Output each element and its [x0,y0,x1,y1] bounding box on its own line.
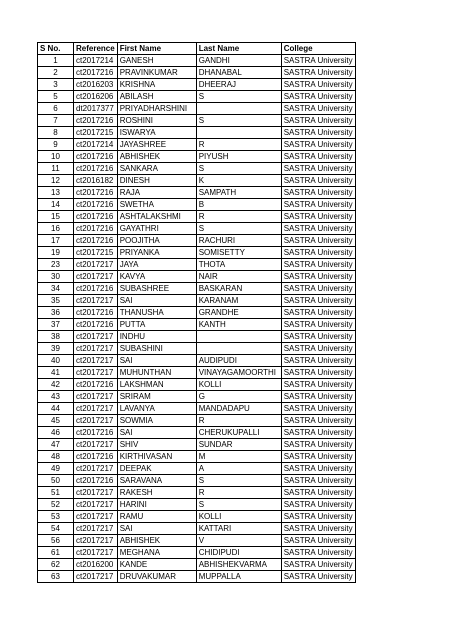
cell-last-name: SOMISETTY [196,247,281,259]
cell-last-name: R [196,139,281,151]
cell-first-name: HARINI [117,499,196,511]
cell-last-name: S [196,163,281,175]
cell-last-name: NAIR [196,271,281,283]
cell-first-name: JAYASHREE [117,139,196,151]
cell-college: SASTRA University [281,379,355,391]
cell-reference: ct2017216 [74,163,118,175]
cell-college: SASTRA University [281,151,355,163]
cell-college: SASTRA University [281,115,355,127]
table-row [38,295,356,307]
cell-reference: ct2016206 [74,91,118,103]
cell-college: SASTRA University [281,67,355,79]
cell-sno: 12 [38,175,74,187]
cell-reference: ct2017217 [74,403,118,415]
cell-college: SASTRA University [281,175,355,187]
cell-first-name: DEEPAK [117,463,196,475]
cell-last-name: SAMPATH [196,187,281,199]
table-row [38,319,356,331]
cell-sno: 7 [38,115,74,127]
table-row [38,427,356,439]
cell-reference: ct2017217 [74,271,118,283]
cell-first-name: SUBASHINI [117,343,196,355]
cell-last-name: R [196,487,281,499]
cell-college: SASTRA University [281,559,355,571]
cell-first-name: KANDE [117,559,196,571]
cell-reference: ct2017216 [74,223,118,235]
cell-first-name: SAI [117,295,196,307]
cell-sno: 8 [38,127,74,139]
cell-last-name: KOLLI [196,511,281,523]
cell-college: SASTRA University [281,79,355,91]
cell-sno: 16 [38,223,74,235]
table-row [38,139,356,151]
cell-last-name: KOLLI [196,379,281,391]
cell-college: SASTRA University [281,163,355,175]
cell-sno: 56 [38,535,74,547]
cell-reference: ct2017216 [74,283,118,295]
cell-reference: ct2017217 [74,355,118,367]
cell-reference: ct2017217 [74,511,118,523]
cell-last-name: SUNDAR [196,439,281,451]
cell-sno: 50 [38,475,74,487]
cell-reference: ct2017214 [74,55,118,67]
cell-first-name: GANESH [117,55,196,67]
cell-first-name: ABHISHEK [117,151,196,163]
cell-college: SASTRA University [281,523,355,535]
cell-sno: 10 [38,151,74,163]
cell-sno: 23 [38,259,74,271]
cell-first-name: KAVYA [117,271,196,283]
table-row [38,379,356,391]
table-row [38,271,356,283]
cell-last-name: S [196,223,281,235]
cell-college: SASTRA University [281,571,355,583]
cell-college: SASTRA University [281,223,355,235]
cell-college: SASTRA University [281,451,355,463]
cell-sno: 15 [38,211,74,223]
cell-last-name: G [196,391,281,403]
cell-sno: 34 [38,283,74,295]
cell-reference: ct2017217 [74,331,118,343]
cell-sno: 49 [38,463,74,475]
cell-sno: 3 [38,79,74,91]
cell-sno: 52 [38,499,74,511]
cell-last-name: DHANABAL [196,67,281,79]
cell-last-name: S [196,115,281,127]
cell-last-name: B [196,199,281,211]
cell-sno: 61 [38,547,74,559]
table-row [38,367,356,379]
cell-sno: 63 [38,571,74,583]
cell-last-name: DHEERAJ [196,79,281,91]
table-row [38,547,356,559]
cell-sno: 46 [38,427,74,439]
cell-first-name: ISWARYA [117,127,196,139]
cell-last-name [196,103,281,115]
cell-college: SASTRA University [281,367,355,379]
table-row [38,235,356,247]
table-row [38,355,356,367]
cell-first-name: THANUSHA [117,307,196,319]
cell-college: SASTRA University [281,211,355,223]
cell-college: SASTRA University [281,343,355,355]
cell-first-name: KRISHNA [117,79,196,91]
cell-last-name: K [196,175,281,187]
cell-first-name: MUHUNTHAN [117,367,196,379]
cell-last-name [196,127,281,139]
cell-first-name: ABHISHEK [117,535,196,547]
table-row [38,199,356,211]
cell-college: SASTRA University [281,535,355,547]
cell-sno: 11 [38,163,74,175]
cell-last-name: AUDIPUDI [196,355,281,367]
cell-sno: 39 [38,343,74,355]
table-row [38,391,356,403]
table-row [38,247,356,259]
cell-last-name: RACHURI [196,235,281,247]
cell-reference: ct2017217 [74,523,118,535]
cell-reference: ct2017216 [74,187,118,199]
cell-first-name: INDHU [117,331,196,343]
cell-last-name: MANDADAPU [196,403,281,415]
header-sno: S No. [38,43,74,55]
cell-college: SASTRA University [281,187,355,199]
cell-college: SASTRA University [281,391,355,403]
table-row [38,259,356,271]
cell-last-name: VINAYAGAMOORTHI [196,367,281,379]
cell-reference: ct2017216 [74,427,118,439]
header-row [38,43,356,55]
cell-first-name: SAI [117,427,196,439]
cell-sno: 5 [38,91,74,103]
table-row [38,115,356,127]
cell-reference: ct2017217 [74,439,118,451]
cell-reference: ct2017217 [74,391,118,403]
cell-sno: 47 [38,439,74,451]
cell-reference: dt2017377 [74,103,118,115]
cell-last-name: S [196,91,281,103]
cell-college: SASTRA University [281,331,355,343]
table-row [38,571,356,583]
cell-last-name: A [196,463,281,475]
table-row [38,415,356,427]
cell-last-name: CHIDIPUDI [196,547,281,559]
students-table [37,42,356,583]
cell-last-name [196,343,281,355]
cell-last-name: M [196,451,281,463]
cell-college: SASTRA University [281,487,355,499]
table-row [38,67,356,79]
cell-reference: ct2017217 [74,463,118,475]
cell-sno: 53 [38,511,74,523]
cell-last-name [196,331,281,343]
cell-reference: ct2017217 [74,535,118,547]
cell-last-name: KARANAM [196,295,281,307]
table-row [38,499,356,511]
cell-last-name: MUPPALLA [196,571,281,583]
cell-college: SASTRA University [281,271,355,283]
cell-reference: ct2017214 [74,139,118,151]
cell-reference: ct2017217 [74,295,118,307]
cell-college: SASTRA University [281,247,355,259]
table-row [38,127,356,139]
cell-college: SASTRA University [281,355,355,367]
cell-first-name: LAVANYA [117,403,196,415]
cell-sno: 19 [38,247,74,259]
cell-sno: 14 [38,199,74,211]
table-row [38,103,356,115]
cell-college: SASTRA University [281,511,355,523]
cell-first-name: ASHTALAKSHMI [117,211,196,223]
cell-first-name: SAI [117,355,196,367]
table-row [38,535,356,547]
cell-last-name: R [196,415,281,427]
cell-first-name: ABILASH [117,91,196,103]
table-row [38,163,356,175]
header-first-name: First Name [117,43,196,55]
header-college: College [281,43,355,55]
table-row [38,559,356,571]
cell-college: SASTRA University [281,199,355,211]
cell-college: SASTRA University [281,127,355,139]
table-row [38,55,356,67]
table-row [38,283,356,295]
table-row [38,475,356,487]
cell-first-name: DRUVAKUMAR [117,571,196,583]
cell-first-name: SRIRAM [117,391,196,403]
cell-first-name: PRIYADHARSHINI [117,103,196,115]
cell-last-name: KANTH [196,319,281,331]
cell-first-name: SUBASHREE [117,283,196,295]
cell-first-name: POOJITHA [117,235,196,247]
cell-first-name: SARAVANA [117,475,196,487]
cell-last-name: GANDHI [196,55,281,67]
cell-last-name: KATTARI [196,523,281,535]
cell-college: SASTRA University [281,55,355,67]
cell-sno: 54 [38,523,74,535]
cell-reference: ct2016182 [74,175,118,187]
cell-college: SASTRA University [281,547,355,559]
cell-college: SASTRA University [281,295,355,307]
cell-first-name: SANKARA [117,163,196,175]
cell-sno: 13 [38,187,74,199]
cell-sno: 51 [38,487,74,499]
cell-sno: 38 [38,331,74,343]
cell-last-name: ABHISHEKVARMA [196,559,281,571]
table-row [38,175,356,187]
cell-college: SASTRA University [281,91,355,103]
cell-last-name: PIYUSH [196,151,281,163]
cell-reference: ct2017216 [74,475,118,487]
cell-sno: 41 [38,367,74,379]
cell-reference: ct2017216 [74,115,118,127]
cell-reference: ct2017216 [74,451,118,463]
cell-reference: ct2017216 [74,307,118,319]
cell-college: SASTRA University [281,283,355,295]
header-reference: Reference [74,43,118,55]
cell-reference: ct2017216 [74,379,118,391]
cell-sno: 36 [38,307,74,319]
header-last-name: Last Name [196,43,281,55]
cell-reference: ct2017217 [74,487,118,499]
cell-first-name: KIRTHIVASAN [117,451,196,463]
cell-sno: 1 [38,55,74,67]
cell-reference: ct2017217 [74,499,118,511]
table-row [38,403,356,415]
cell-first-name: SOWMIA [117,415,196,427]
cell-sno: 44 [38,403,74,415]
cell-reference: ct2017216 [74,211,118,223]
cell-last-name: GRANDHE [196,307,281,319]
table-row [38,511,356,523]
cell-reference: ct2017217 [74,571,118,583]
table-row [38,463,356,475]
cell-first-name: JAYA [117,259,196,271]
cell-sno: 2 [38,67,74,79]
cell-college: SASTRA University [281,463,355,475]
cell-sno: 62 [38,559,74,571]
cell-college: SASTRA University [281,499,355,511]
cell-sno: 42 [38,379,74,391]
table-row [38,223,356,235]
cell-last-name: S [196,475,281,487]
cell-college: SASTRA University [281,475,355,487]
table-row [38,79,356,91]
cell-first-name: SWETHA [117,199,196,211]
cell-last-name: V [196,535,281,547]
cell-first-name: SHIV [117,439,196,451]
cell-sno: 9 [38,139,74,151]
cell-first-name: DINESH [117,175,196,187]
cell-first-name: ROSHINI [117,115,196,127]
cell-first-name: GAYATHRI [117,223,196,235]
cell-college: SASTRA University [281,403,355,415]
table-row [38,211,356,223]
cell-sno: 35 [38,295,74,307]
table-row [38,343,356,355]
cell-last-name: S [196,499,281,511]
cell-reference: ct2017217 [74,547,118,559]
cell-last-name: THOTA [196,259,281,271]
cell-first-name: RAJA [117,187,196,199]
table-row [38,451,356,463]
cell-college: SASTRA University [281,235,355,247]
cell-sno: 17 [38,235,74,247]
cell-college: SASTRA University [281,307,355,319]
cell-reference: ct2017217 [74,415,118,427]
cell-college: SASTRA University [281,427,355,439]
cell-sno: 6 [38,103,74,115]
cell-college: SASTRA University [281,103,355,115]
cell-sno: 40 [38,355,74,367]
table-row [38,523,356,535]
cell-first-name: LAKSHMAN [117,379,196,391]
cell-college: SASTRA University [281,139,355,151]
cell-first-name: RAKESH [117,487,196,499]
cell-last-name: BASKARAN [196,283,281,295]
cell-first-name: RAMU [117,511,196,523]
cell-sno: 30 [38,271,74,283]
cell-reference: ct2017216 [74,319,118,331]
cell-college: SASTRA University [281,439,355,451]
cell-first-name: MEGHANA [117,547,196,559]
cell-sno: 48 [38,451,74,463]
cell-sno: 37 [38,319,74,331]
table-row [38,331,356,343]
cell-reference: ct2017216 [74,199,118,211]
cell-reference: ct2016200 [74,559,118,571]
cell-last-name: R [196,211,281,223]
cell-reference: ct2017216 [74,235,118,247]
cell-reference: ct2017217 [74,343,118,355]
cell-sno: 45 [38,415,74,427]
cell-reference: ct2017216 [74,151,118,163]
cell-reference: ct2017217 [74,259,118,271]
cell-first-name: PRIYANKA [117,247,196,259]
cell-reference: ct2017215 [74,127,118,139]
cell-college: SASTRA University [281,319,355,331]
table-row [38,91,356,103]
cell-reference: ct2017217 [74,367,118,379]
cell-reference: ct2017216 [74,67,118,79]
cell-college: SASTRA University [281,259,355,271]
table-row [38,439,356,451]
cell-last-name: CHERUKUPALLI [196,427,281,439]
cell-reference: ct2017215 [74,247,118,259]
table-row [38,187,356,199]
table-row [38,487,356,499]
cell-college: SASTRA University [281,415,355,427]
table-row [38,151,356,163]
cell-first-name: PUTTA [117,319,196,331]
cell-reference: ct2016203 [74,79,118,91]
cell-first-name: PRAVINKUMAR [117,67,196,79]
cell-sno: 43 [38,391,74,403]
table-row [38,307,356,319]
cell-first-name: SAI [117,523,196,535]
